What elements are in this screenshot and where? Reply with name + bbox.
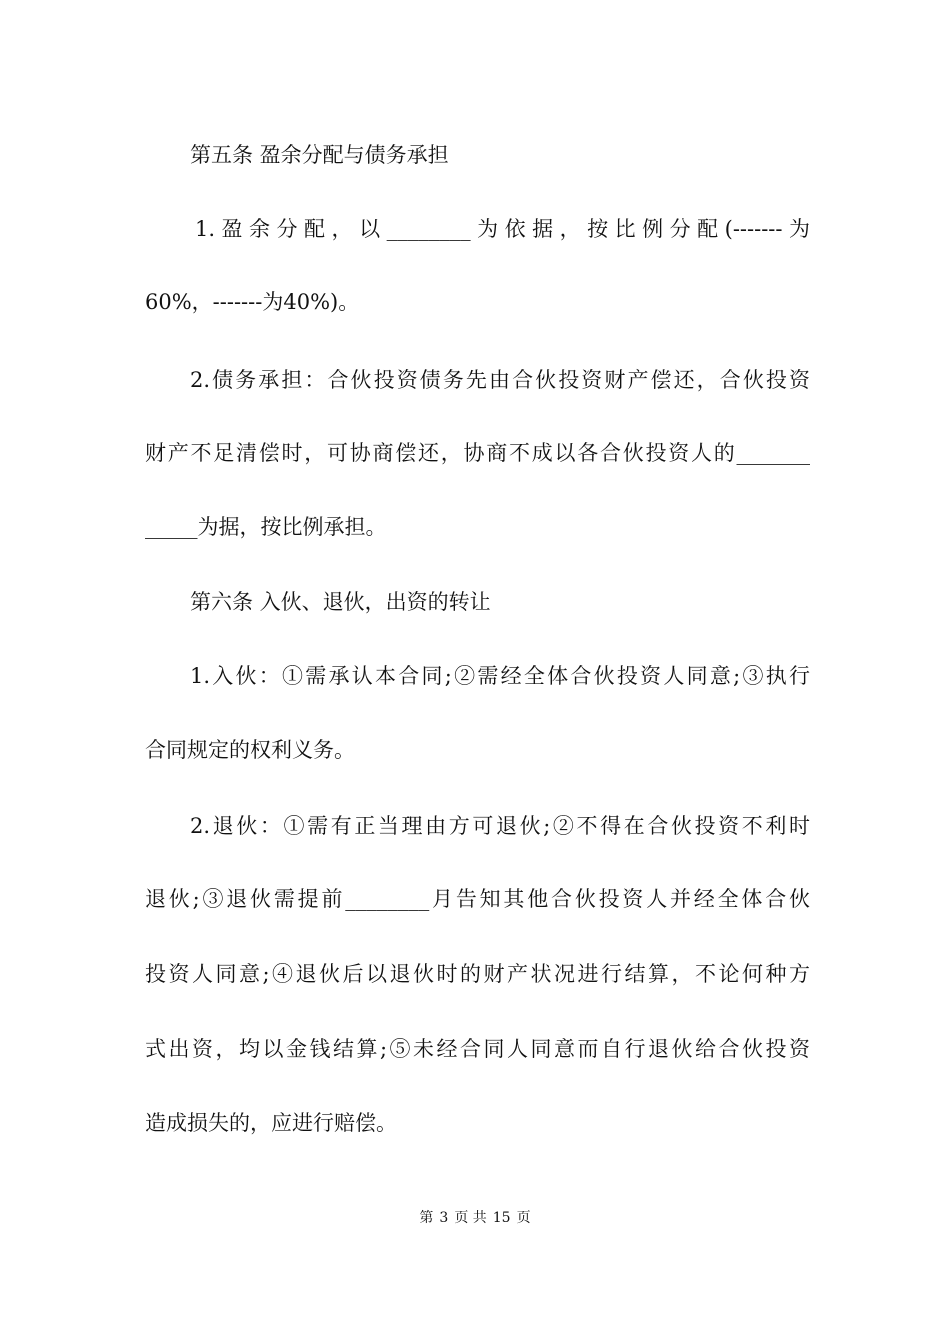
article-6-item-1-line-2: 合同规定的权利义务。: [145, 738, 355, 762]
article-6-item-2-line-5: 造成损失的，应进行赔偿。: [145, 1111, 397, 1135]
footer-total-pages: 15: [492, 1210, 511, 1226]
article-6-heading: 第六条 入伙、退伙，出资的转让: [190, 590, 491, 614]
article-6-item-1-line-1: 1.入伙：①需承认本合同;②需经全体合伙投资人同意;③执行: [190, 664, 810, 688]
page-footer: [0, 1208, 950, 1228]
article-6-item-2-line-4: 式出资，均以金钱结算;⑤未经合同人同意而自行退伙给合伙投资: [145, 1037, 810, 1061]
footer-suffix: 页: [516, 1210, 531, 1226]
footer-prefix: 第: [419, 1210, 434, 1226]
article-5-item-1-line-1: 1.盈余分配，以________为依据，按比例分配(-------为: [195, 217, 810, 241]
article-5-item-1-line-2: 60%，-------为40%)。: [145, 290, 360, 314]
article-6-item-2-line-2: 退伙;③退伙需提前________月告知其他合伙投资人并经全体合伙: [145, 887, 810, 911]
footer-current-page: 3: [439, 1210, 449, 1226]
footer-middle: 页 共: [454, 1210, 487, 1226]
article-6-item-2-line-1: 2.退伙：①需有正当理由方可退伙;②不得在合伙投资不利时: [190, 814, 810, 838]
article-5-item-2-line-3: _____为据，按比例承担。: [145, 515, 387, 539]
article-6-item-2-line-3: 投资人同意;④退伙后以退伙时的财产状况进行结算，不论何种方: [145, 962, 810, 986]
article-5-item-2-line-1: 2.债务承担：合伙投资债务先由合伙投资财产偿还，合伙投资: [190, 368, 810, 392]
article-5-heading: 第五条 盈余分配与债务承担: [190, 143, 449, 167]
article-5-item-2-line-2: 财产不足清偿时，可协商偿还，协商不成以各合伙投资人的_______: [145, 441, 810, 465]
